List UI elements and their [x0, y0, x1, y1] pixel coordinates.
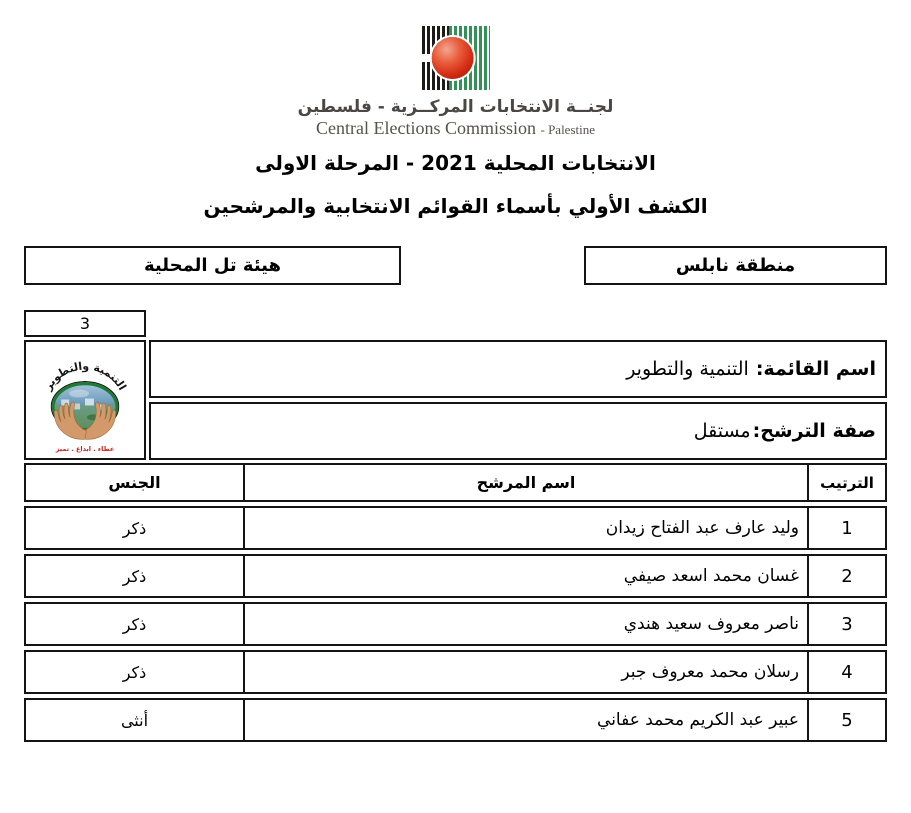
cell-gender: ذكر [122, 566, 147, 586]
cell-gender: ذكر [122, 614, 147, 634]
cell-gender: أنثى [120, 710, 149, 730]
list-info-block [24, 340, 887, 460]
cell-rank: 5 [807, 700, 885, 740]
list-info-rows [149, 340, 887, 460]
header [24, 0, 887, 139]
cec-logo-icon [422, 26, 490, 90]
cell-rank: 3 [807, 604, 885, 644]
candidacy-type-value: مستقل [693, 420, 751, 442]
list-number-box: 3 [24, 310, 146, 337]
candidates-table [24, 463, 887, 742]
cell-rank: 4 [807, 652, 885, 692]
list-logo-cell [24, 340, 146, 460]
cell-candidate-name: ناصر معروف سعيد هندي [243, 604, 807, 644]
cell-gender: ذكر [122, 518, 147, 538]
list-logo-motto: عطاء . ابداع . تميز [55, 445, 115, 454]
header-candidate-name: اسم المرشح [243, 465, 807, 500]
local-body-box: هيئة تل المحلية [24, 246, 401, 285]
cell-candidate-name: وليد عارف عبد الفتاح زيدان [243, 508, 807, 548]
titles [24, 153, 887, 216]
document-subtitle: الكشف الأولي بأسماء القوائم الانتخابية والمرشحين [203, 194, 708, 218]
table-header-row [24, 463, 887, 502]
candidacy-type-label: صفة الترشح: [752, 420, 876, 442]
table-row [24, 650, 887, 694]
candidacy-type-row [149, 402, 887, 460]
org-name-english [24, 118, 887, 139]
table-row [24, 554, 887, 598]
header-gender: الجنس [108, 473, 161, 492]
cell-rank: 2 [807, 556, 885, 596]
list-name-value: التنمية والتطوير [626, 358, 749, 380]
table-row [24, 698, 887, 742]
cec-logo-red-ball [431, 37, 473, 79]
cell-rank: 1 [807, 508, 885, 548]
district-box: منطقة نابلس [584, 246, 887, 285]
list-logo-icon [33, 344, 137, 456]
cell-candidate-name: عبير عبد الكريم محمد عفاني [243, 700, 807, 740]
list-name-label: اسم القائمة: [755, 358, 876, 380]
org-name-arabic: لجنــة الانتخابات المركــزية - فلسطين [297, 97, 614, 117]
list-name-row [149, 340, 887, 398]
election-title: الانتخابات المحلية 2021 - المرحلة الاولى [255, 151, 656, 175]
table-row [24, 506, 887, 550]
cell-candidate-name: غسان محمد اسعد صيفي [243, 556, 807, 596]
org-name-english-suffix: - Palestine [540, 122, 595, 137]
list-logo-arc-text: التنمية والتطوير [41, 359, 129, 393]
header-rank: الترتيب [807, 465, 885, 500]
table-row [24, 602, 887, 646]
region-row [24, 246, 887, 285]
org-name-english-main: Central Elections Commission [316, 118, 536, 138]
cell-candidate-name: رسلان محمد معروف جبر [243, 652, 807, 692]
cell-gender: ذكر [122, 662, 147, 682]
list-number-row [24, 310, 887, 337]
